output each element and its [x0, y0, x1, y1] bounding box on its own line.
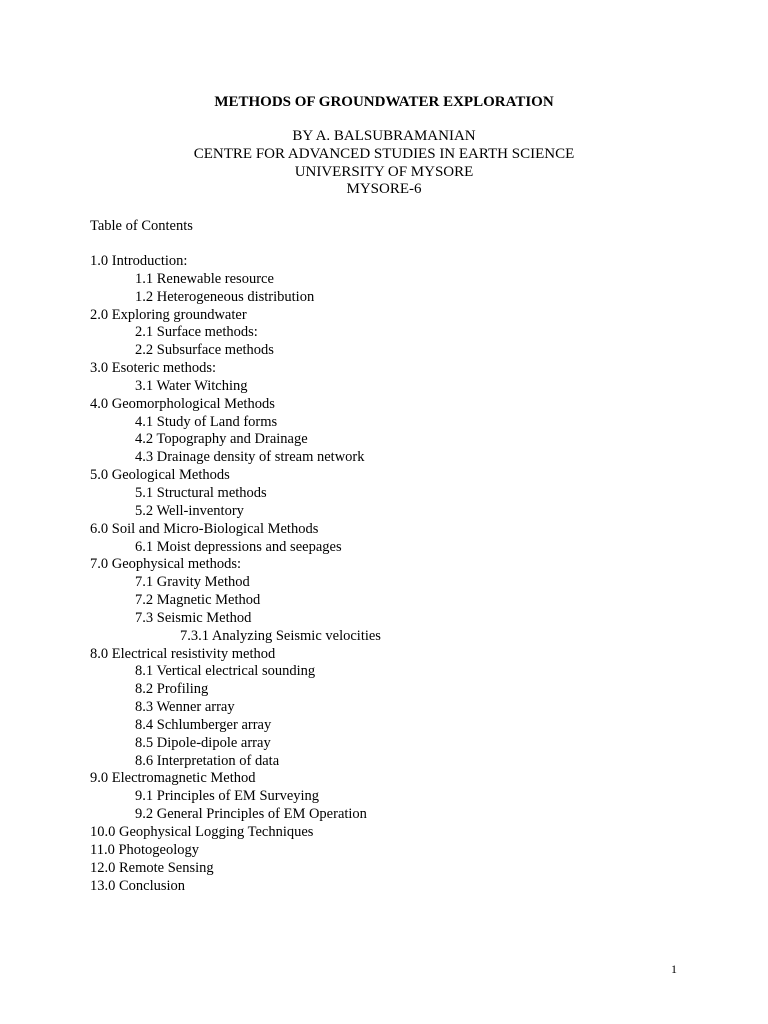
toc-item: 7.3 Seismic Method [135, 609, 252, 626]
toc-item: 13.0 Conclusion [90, 877, 186, 894]
toc-item: 7.2 Magnetic Method [135, 592, 261, 609]
toc-item: 11.0 Photogeology [90, 841, 200, 858]
toc-item: 8.1 Vertical electrical sounding [135, 663, 316, 680]
toc-item: 8.2 Profiling [135, 681, 209, 698]
toc-item: 7.1 Gravity Method [135, 574, 250, 591]
toc-item: 12.0 Remote Sensing [90, 859, 214, 876]
toc-item: 1.0 Introduction: [90, 253, 188, 269]
toc-item: 9.1 Principles of EM Surveying [135, 788, 320, 805]
toc-item: 4.0 Geomorphological Methods [90, 395, 275, 412]
toc-item: 8.5 Dipole-dipole array [135, 734, 271, 751]
toc-item: 7.0 Geophysical methods: [90, 556, 242, 573]
city-line: MYSORE-6 [346, 181, 422, 198]
toc-item: 5.0 Geological Methods [90, 467, 230, 484]
toc-item: 4.1 Study of Land forms [135, 413, 278, 430]
toc-item: 8.0 Electrical resistivity method [90, 645, 276, 662]
author-line: BY A. BALSUBRAMANIAN [292, 128, 476, 144]
toc-item: 2.0 Exploring groundwater [90, 306, 247, 323]
toc-item: 3.0 Esoteric methods: [90, 360, 217, 377]
toc-item: 6.1 Moist depressions and seepages [135, 538, 342, 555]
toc-item: 1.1 Renewable resource [135, 270, 274, 287]
author-block [0, 128, 768, 199]
toc-item: 8.3 Wenner array [135, 699, 235, 716]
toc-item: 9.2 General Principles of EM Operation [135, 806, 367, 823]
toc-item: 9.0 Electromagnetic Method [90, 770, 256, 787]
toc-item: 8.6 Interpretation of data [135, 752, 280, 769]
toc-item: 1.2 Heterogeneous distribution [135, 288, 315, 305]
toc-item: 2.1 Surface methods: [135, 324, 258, 341]
toc-item: 5.1 Structural methods [135, 484, 267, 501]
document-title: METHODS OF GROUNDWATER EXPLORATION [214, 94, 554, 110]
toc-item: 8.4 Schlumberger array [135, 716, 272, 733]
toc-item: 4.3 Drainage density of stream network [135, 449, 365, 466]
toc-item: 2.2 Subsurface methods [135, 342, 274, 359]
toc-item: 3.1 Water Witching [135, 377, 248, 394]
toc-item: 5.2 Well-inventory [135, 502, 244, 519]
toc-heading: Table of Contents [90, 218, 193, 234]
toc-item: 6.0 Soil and Micro-Biological Methods [90, 520, 319, 537]
table-of-contents [90, 253, 710, 895]
toc-item: 10.0 Geophysical Logging Techniques [90, 824, 314, 840]
toc-item: 4.2 Topography and Drainage [135, 431, 308, 448]
page-number: 1 [671, 962, 677, 976]
university-line: UNIVERSITY OF MYSORE [294, 163, 474, 180]
institution-line: CENTRE FOR ADVANCED STUDIES IN EARTH SCIENCE [193, 145, 575, 162]
toc-item: 7.3.1 Analyzing Seismic velocities [180, 627, 381, 644]
